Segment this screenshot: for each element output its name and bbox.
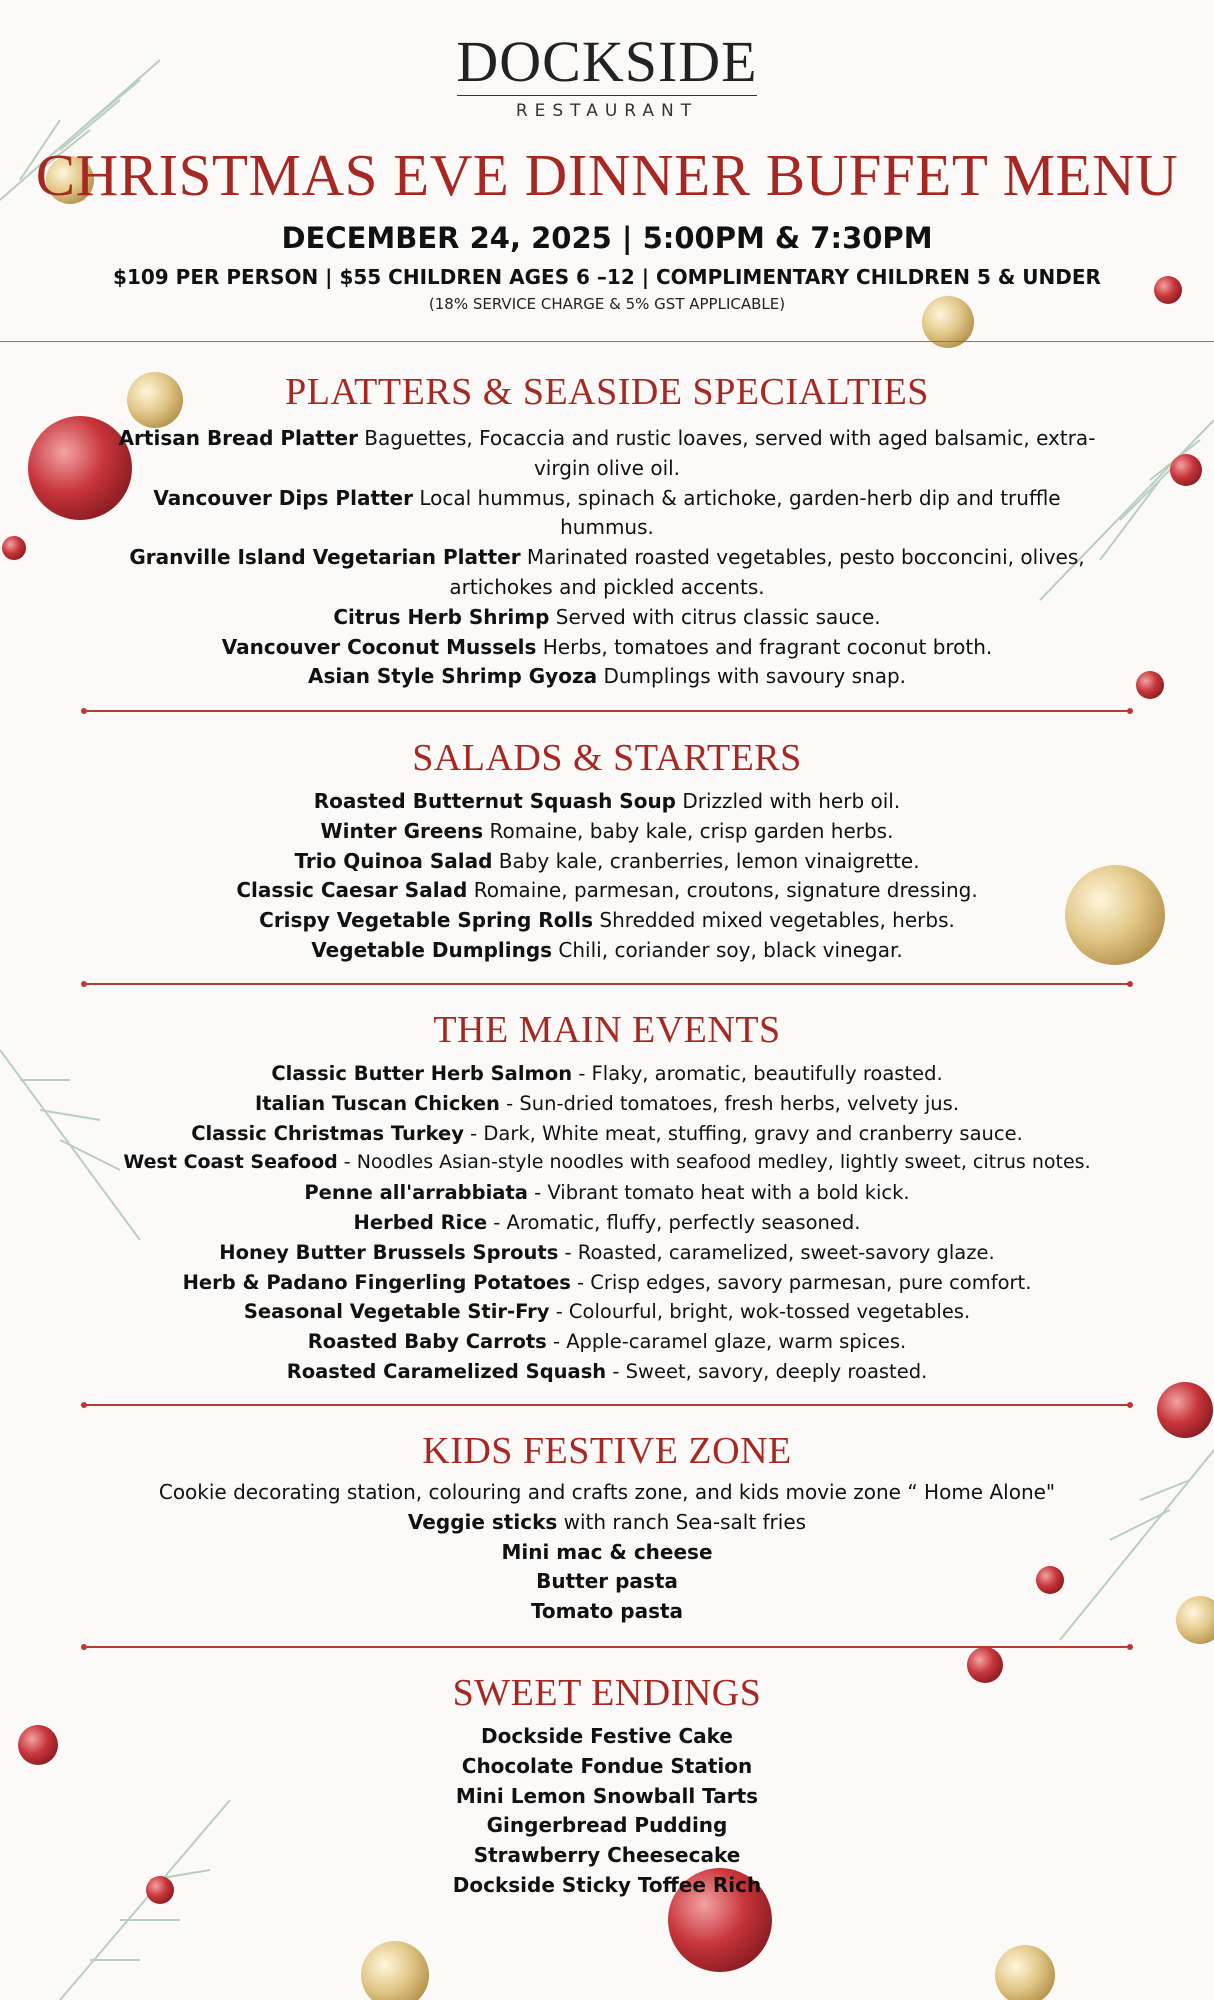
kids-intro: Cookie decorating station, colouring and crafts zone, and kids movie zone “ Home Alone": [158, 1480, 1056, 1504]
brand-subtitle: RESTAURANT: [515, 101, 699, 121]
event-date: DECEMBER 24, 2025 | 5:00PM & 7:30PM: [281, 221, 933, 255]
list-item: [0, 906, 1214, 936]
section-divider: [84, 710, 1130, 712]
section-divider: [84, 1646, 1130, 1648]
item-name: Gingerbread Pudding: [486, 1813, 728, 1838]
item-name: Butter pasta: [536, 1569, 678, 1594]
item-desc: with ranch Sea-salt fries: [557, 1509, 807, 1534]
list-item: [107, 424, 1107, 484]
item-name: Mini mac & cheese: [501, 1539, 713, 1564]
brand-underline: [457, 95, 757, 96]
item-desc: - Colourful, bright, wok-tossed vegetables.: [549, 1300, 971, 1324]
item-desc: Baby kale, cranberries, lemon vinaigrette.: [492, 848, 920, 873]
item-name: Winter Greens: [320, 818, 484, 843]
list-item: [0, 1597, 1214, 1627]
item-desc: - Noodles Asian-style noodles with seafood medley, lightly sweet, citrus notes.: [337, 1151, 1091, 1174]
item-name: Italian Tuscan Chicken: [254, 1091, 500, 1115]
list-item: [0, 876, 1214, 906]
item-desc: - Dark, White meat, stuffing, gravy and cranberry sauce.: [463, 1121, 1023, 1145]
item-desc: Baguettes, Focaccia and rustic loaves, served with aged balsamic, extra-virgin olive oil.: [357, 426, 1096, 480]
list-item: [0, 1752, 1214, 1782]
item-name: Seasonal Vegetable Stir-Fry: [243, 1300, 550, 1324]
item-name: Herb & Padano Fingerling Potatoes: [182, 1270, 571, 1294]
item-name: Classic Butter Herb Salmon: [271, 1062, 573, 1085]
list-item: [0, 1119, 1214, 1149]
item-name: Roasted Baby Carrots: [307, 1330, 547, 1354]
list-item: [0, 817, 1214, 847]
item-name: Chocolate Fondue Station: [461, 1753, 753, 1778]
item-desc: - Aromatic, fluffy, perfectly seasoned.: [487, 1210, 861, 1234]
list-item: [0, 1059, 1214, 1089]
item-name: Classic Caesar Salad: [236, 878, 468, 903]
list-item: [0, 1178, 1214, 1208]
item-name: Classic Christmas Turkey: [191, 1121, 464, 1145]
item-name: Granville Island Vegetarian Platter: [129, 545, 521, 570]
mains-list: [0, 1059, 1214, 1387]
list-item: [107, 484, 1107, 544]
list-item: [0, 1508, 1214, 1538]
section-divider: [84, 983, 1130, 985]
item-name: Vancouver Coconut Mussels: [221, 634, 537, 659]
list-item: [107, 543, 1107, 603]
list-item: [107, 633, 1107, 663]
item-desc: - Sweet, savory, deeply roasted.: [606, 1359, 928, 1383]
item-name: Tomato pasta: [530, 1599, 684, 1624]
item-name: Herbed Rice: [353, 1210, 488, 1234]
item-desc: - Vibrant tomato heat with a bold kick.: [527, 1181, 910, 1205]
item-desc: Marinated roasted vegetables, pesto bocconcini, olives, artichokes and pickled accents.: [449, 545, 1085, 599]
item-name: Crispy Vegetable Spring Rolls: [259, 908, 594, 933]
item-name: Vegetable Dumplings: [311, 937, 553, 962]
tax-note: (18% SERVICE CHARGE & 5% GST APPLICABLE): [428, 295, 786, 313]
page-title: CHRISTMAS EVE DINNER BUFFET MENU: [35, 142, 1179, 208]
item-desc: Local hummus, spinach & artichoke, garden-herb dip and truffle hummus.: [413, 485, 1061, 540]
list-item: [0, 1841, 1214, 1871]
list-item: [0, 1208, 1214, 1238]
item-desc: - Crisp edges, savory parmesan, pure comfort.: [570, 1270, 1032, 1294]
list-item: [0, 1238, 1214, 1268]
list-item: [0, 1268, 1214, 1298]
list-item: [0, 1811, 1214, 1841]
list-item: [0, 1297, 1214, 1327]
list-item: [0, 1722, 1214, 1752]
item-name: Citrus Herb Shrimp: [333, 604, 550, 629]
platters-list: [107, 424, 1107, 692]
item-name: Asian Style Shrimp Gyoza: [307, 664, 598, 689]
item-desc: Chili, coriander soy, black vinegar.: [552, 937, 903, 962]
item-name: Veggie sticks: [407, 1509, 558, 1534]
item-desc: Romaine, baby kale, crisp garden herbs.: [483, 818, 894, 843]
section-title-platters: PLATTERS & SEASIDE SPECIALTIES: [285, 371, 929, 413]
list-item: [0, 787, 1214, 817]
list-item: [107, 603, 1107, 633]
header-divider: [0, 341, 1214, 342]
item-desc: Shredded mixed vegetables, herbs.: [593, 908, 955, 933]
section-title-mains: THE MAIN EVENTS: [433, 1009, 781, 1051]
item-name: Penne all'arrabbiata: [304, 1181, 528, 1205]
item-name: Dockside Sticky Toffee Rich: [452, 1872, 762, 1897]
item-name: Honey Butter Brussels Sprouts: [219, 1240, 559, 1264]
section-title-salads: SALADS & STARTERS: [412, 737, 802, 779]
salads-list: [0, 787, 1214, 966]
section-title-sweets: SWEET ENDINGS: [452, 1672, 762, 1714]
item-desc: - Apple-caramel glaze, warm spices.: [546, 1330, 907, 1354]
item-name: West Coast Seafood: [123, 1151, 338, 1174]
item-name: Artisan Bread Platter: [118, 426, 358, 450]
section-divider: [84, 1404, 1130, 1406]
item-name: Roasted Butternut Squash Soup: [313, 789, 677, 813]
item-desc: Drizzled with herb oil.: [676, 789, 901, 813]
list-item: [0, 1148, 1214, 1178]
list-item: [0, 1567, 1214, 1597]
item-name: Strawberry Cheesecake: [473, 1843, 741, 1868]
item-desc: - Roasted, caramelized, sweet-savory glaze.: [558, 1240, 995, 1264]
item-name: Roasted Caramelized Squash: [286, 1359, 607, 1383]
section-title-kids: KIDS FESTIVE ZONE: [422, 1430, 792, 1472]
list-item: [0, 1357, 1214, 1387]
list-item: [0, 1782, 1214, 1812]
item-desc: - Sun-dried tomatoes, fresh herbs, velvety jus.: [499, 1091, 960, 1115]
list-item: [0, 847, 1214, 877]
item-name: Vancouver Dips Platter: [153, 485, 413, 510]
item-desc: Herbs, tomatoes and fragrant coconut broth.: [536, 634, 993, 659]
brand-logo: DOCKSIDE: [456, 29, 758, 94]
list-item: [107, 662, 1107, 692]
list-item: [0, 1327, 1214, 1357]
item-desc: - Flaky, aromatic, beautifully roasted.: [572, 1062, 943, 1085]
sweets-list: [0, 1722, 1214, 1901]
price-line: $109 PER PERSON | $55 CHILDREN AGES 6 –12 | COMPLIMENTARY CHILDREN 5 & UNDER: [113, 265, 1101, 289]
item-desc: Dumplings with savoury snap.: [597, 664, 907, 689]
item-desc: Served with citrus classic sauce.: [549, 604, 881, 629]
item-name: Mini Lemon Snowball Tarts: [455, 1783, 759, 1808]
kids-list: [0, 1478, 1214, 1627]
list-item: [0, 1089, 1214, 1119]
list-item: [0, 1538, 1214, 1568]
list-item: [0, 1871, 1214, 1901]
item-name: Trio Quinoa Salad: [294, 848, 493, 873]
list-item: [0, 936, 1214, 966]
item-desc: Romaine, parmesan, croutons, signature dressing.: [467, 878, 978, 903]
item-name: Dockside Festive Cake: [481, 1724, 733, 1748]
